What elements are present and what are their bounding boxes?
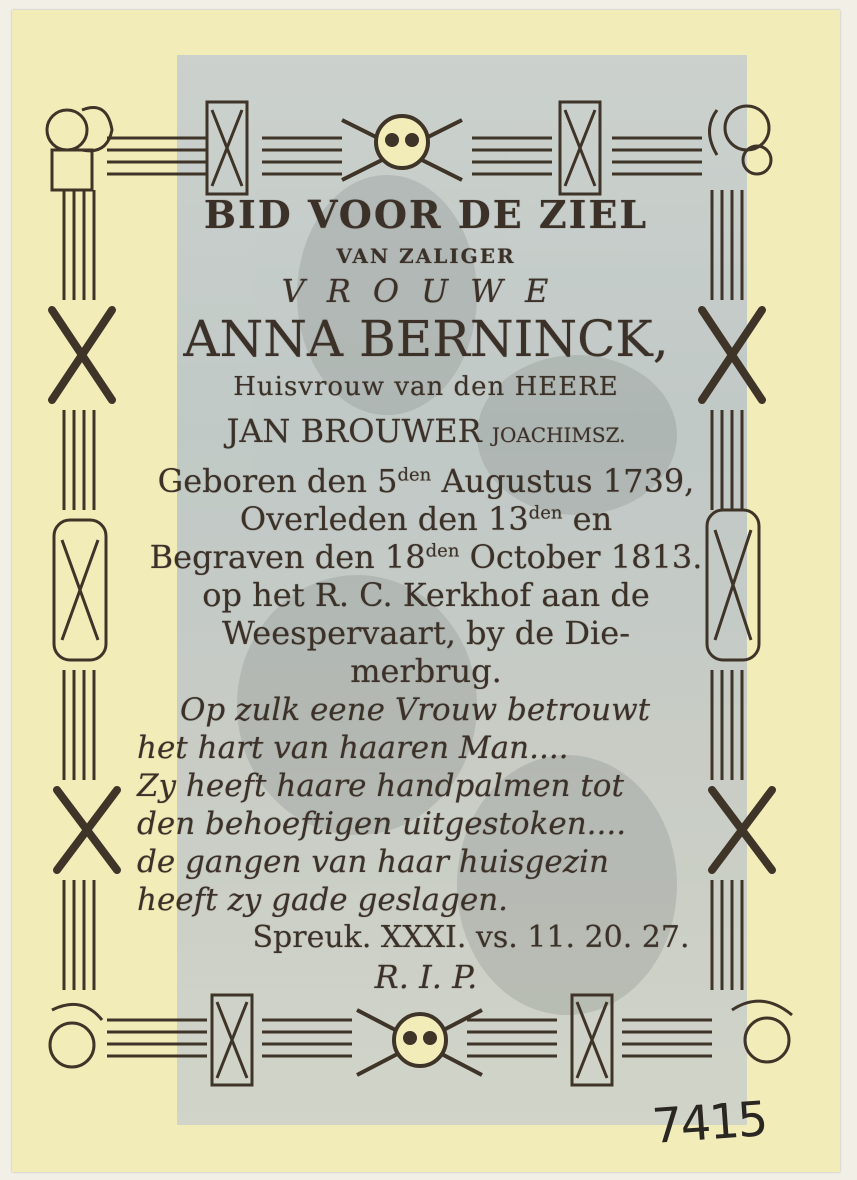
verse-line-5: de gangen van haar huisgezin: [137, 844, 609, 880]
heading-vrouwe: VROUWE: [281, 272, 571, 310]
birth-text: Geboren den 5: [157, 462, 398, 500]
verse-line-6: heeft zy gade geslagen.: [137, 882, 509, 918]
spouse-patronymic: JOACHIMSZ.: [491, 423, 626, 447]
hourglass-icon: [572, 995, 612, 1085]
verse-line-3: Zy heeft haare handpalmen tot: [137, 768, 624, 804]
birth-ordinal: den: [397, 464, 432, 486]
burial-place-line3: merbrug.: [350, 652, 502, 690]
handwritten-catalog-number: 7415: [650, 1091, 768, 1155]
hourglass-icon: [207, 102, 247, 194]
spouse-name-main: JAN BROUWER: [226, 412, 482, 450]
cherub-icon: [50, 1004, 102, 1067]
heading-van-zaliger: VAN ZALIGER: [336, 244, 516, 268]
death-text: Overleden den 13: [239, 500, 529, 538]
birth-month-year: Augustus 1739,: [431, 462, 695, 500]
hourglass-icon: [560, 102, 600, 194]
burial-place-line2: Weespervaart, by de Die-: [222, 614, 630, 652]
verse-line-1: Op zulk eene Vrouw betrouwt: [180, 692, 651, 728]
burial-place-line1: op het R. C. Kerkhof aan de: [202, 576, 650, 614]
burial-month-year: October 1813.: [459, 538, 703, 576]
skull-and-crossbones-icon: [357, 1010, 482, 1075]
cherub-icon: [732, 1001, 792, 1062]
burial-date: [12, 538, 840, 576]
cherub-icon: [710, 106, 772, 174]
burial-text: Begraven den 18: [149, 538, 426, 576]
hourglass-icon: [212, 995, 252, 1085]
skull-and-crossbones-icon: [342, 116, 462, 180]
burial-ordinal: den: [425, 540, 460, 562]
memorial-card: [12, 10, 840, 1172]
spouse-intro: Huisvrouw van den HEERE: [233, 372, 619, 402]
scripture-reference: Spreuk. XXXI. vs. 11. 20. 27.: [252, 920, 690, 955]
birth-date: [12, 462, 840, 500]
verse-line-2: het hart van haaren Man....: [137, 730, 569, 766]
crossed-bones-icon: [712, 790, 772, 870]
death-conjunction: en: [562, 500, 613, 538]
verse-line-4: den behoeftigen uitgestoken....: [137, 806, 627, 842]
deceased-name: ANNA BERNINCK,: [183, 310, 669, 368]
rip-inscription: R. I. P.: [374, 958, 478, 996]
crossed-bones-icon: [57, 790, 117, 870]
death-ordinal: den: [528, 502, 563, 524]
heading-prayer: BID VOOR DE ZIEL: [203, 192, 649, 237]
death-date: [12, 500, 840, 538]
spouse-name: [12, 412, 840, 450]
cherub-icon: [47, 108, 112, 191]
